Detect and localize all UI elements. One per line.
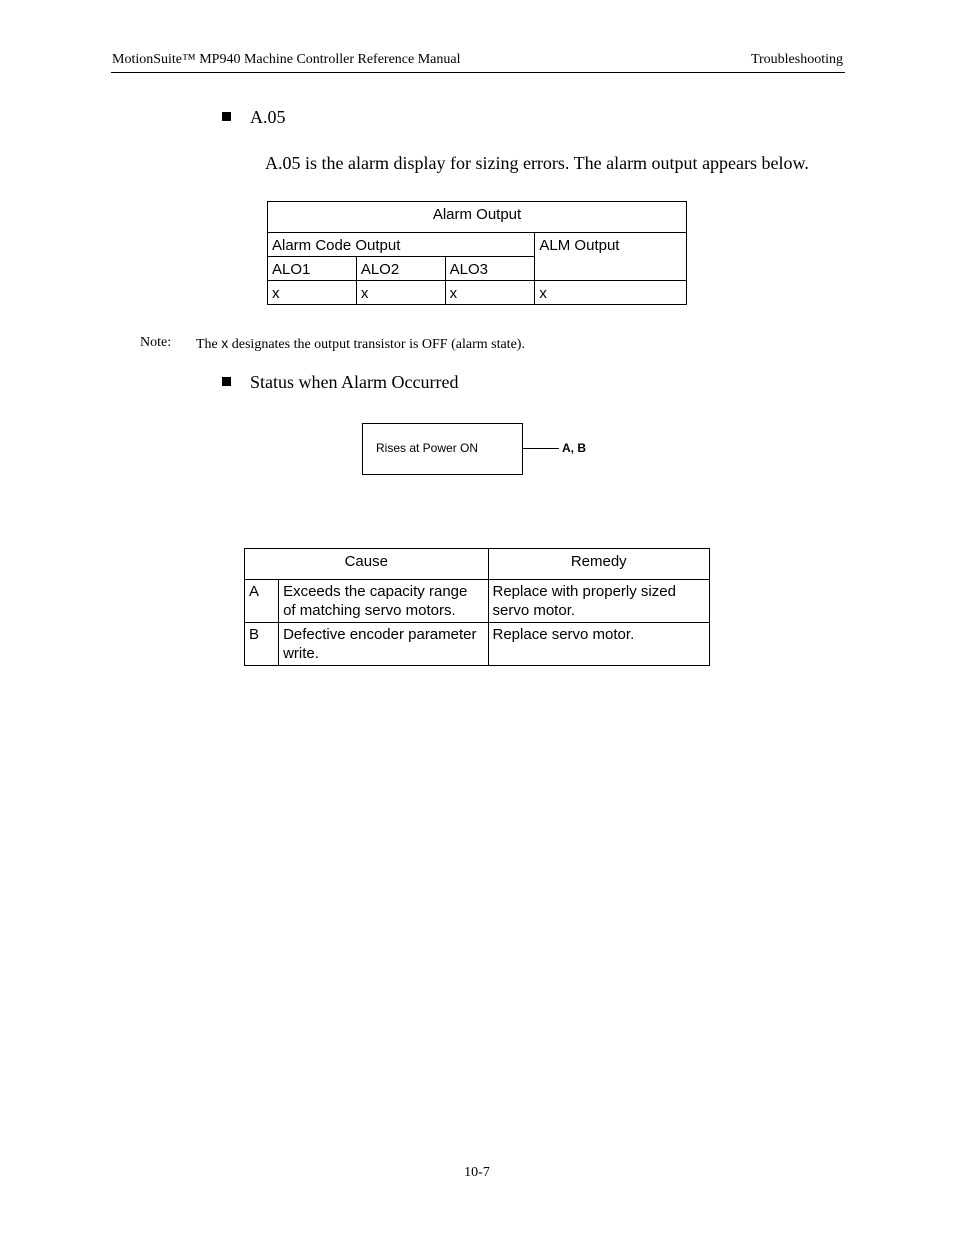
value-alm: x <box>535 281 687 305</box>
column-header-alo1: ALO1 <box>268 257 357 281</box>
cause-remedy-table <box>244 548 710 666</box>
remedy-header: Remedy <box>488 549 710 580</box>
value-alo3: x <box>445 281 535 305</box>
row-id: B <box>245 623 279 666</box>
status-diagram-box <box>362 423 523 475</box>
row-cause: Exceeds the capacity range of matching servo motors. <box>279 580 488 623</box>
section-a05-description: A.05 is the alarm display for sizing errors. The alarm output appears below. <box>265 153 809 173</box>
row-remedy: Replace servo motor. <box>488 623 710 666</box>
page-number: 10-7 <box>464 1165 490 1180</box>
note-prefix: The <box>196 337 222 352</box>
column-header-alo2: ALO2 <box>356 257 445 281</box>
diagram-result-label: A, B <box>562 441 586 455</box>
alarm-table-title: Alarm Output <box>268 202 687 233</box>
status-section-title: Status when Alarm Occurred <box>250 372 459 392</box>
column-header-alo3: ALO3 <box>445 257 535 281</box>
note-suffix: designates the output transistor is OFF (alarm state). <box>228 337 525 352</box>
row-cause: Defective encoder parameter write. <box>279 623 488 666</box>
manual-title: MotionSuite™ MP940 Machine Controller Reference Manual <box>112 52 461 67</box>
alarm-code-output-header: Alarm Code Output <box>268 233 535 257</box>
diagram-box-label: Rises at Power ON <box>376 441 479 455</box>
bullet-square-icon <box>222 112 231 121</box>
note-text <box>196 335 525 353</box>
cause-header: Cause <box>245 549 489 580</box>
value-alo1: x <box>268 281 357 305</box>
diagram-connector-line <box>522 448 559 449</box>
header-rule <box>111 72 845 73</box>
table-row <box>245 580 710 623</box>
value-alo2: x <box>356 281 445 305</box>
alarm-output-table <box>267 201 687 305</box>
section-name: Troubleshooting <box>750 52 843 67</box>
bullet-square-icon <box>222 377 231 386</box>
table-row <box>245 623 710 666</box>
note-symbol: x <box>221 335 229 351</box>
note-label: Note: <box>140 335 172 350</box>
section-a05-title: A.05 <box>250 107 286 127</box>
row-id: A <box>245 580 279 623</box>
alm-output-header: ALM Output <box>535 233 687 281</box>
row-remedy: Replace with properly sized servo motor. <box>488 580 710 623</box>
